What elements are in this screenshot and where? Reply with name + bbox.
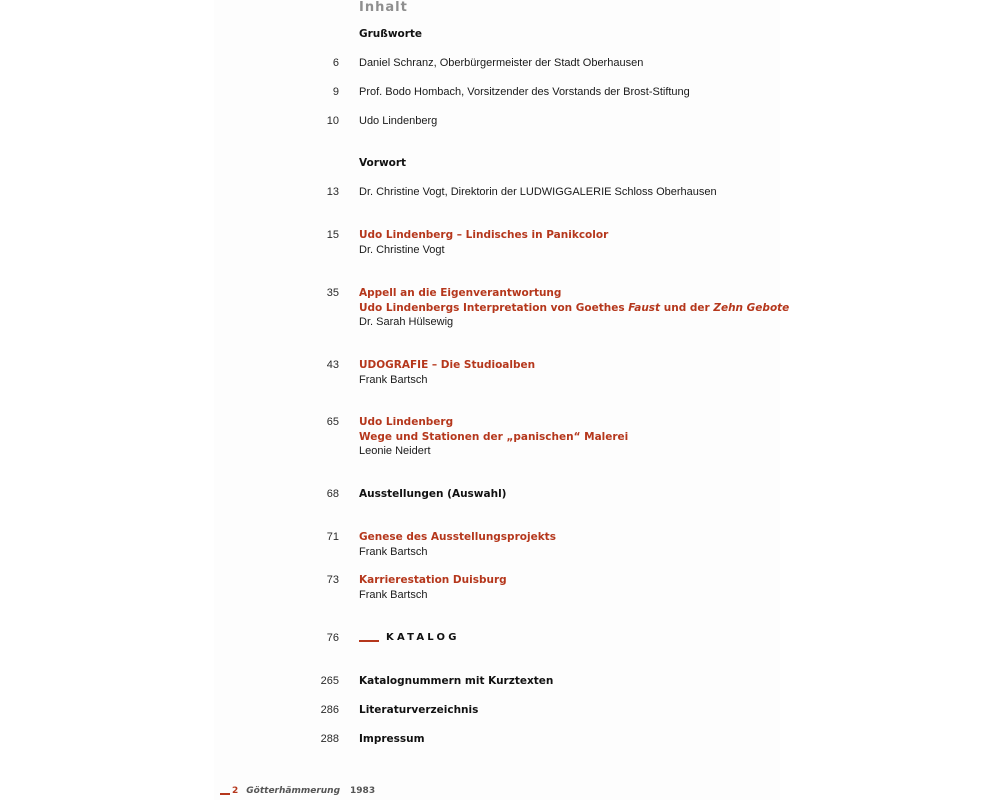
page-number: 15 <box>326 229 339 241</box>
katalog-heading <box>359 631 789 646</box>
page-number: 68 <box>326 488 339 500</box>
page-number: 10 <box>326 115 339 127</box>
entry-author: Dr. Sarah Hülsewig <box>359 316 454 328</box>
entry-author: Frank Bartsch <box>359 588 428 601</box>
footer-title: Götterhämmerung <box>246 786 341 796</box>
section-label: Grußworte <box>359 28 423 40</box>
subtitle-faust: Faust <box>628 301 661 314</box>
accent-rule <box>359 640 379 642</box>
entry-text: Ausstellungen (Auswahl) <box>359 488 507 500</box>
entry-title: Karrierestation Duisburg <box>359 574 507 586</box>
entry-text: Literaturverzeichnis <box>359 704 479 716</box>
page-number: 13 <box>326 186 339 198</box>
page-footer <box>220 784 375 798</box>
entry-title: UDOGRAFIE – Die Studioalben <box>359 359 536 371</box>
katalog-label: KATALOG <box>386 632 460 643</box>
entry-text: Udo Lindenberg <box>359 115 438 127</box>
page-number: 76 <box>326 632 339 644</box>
entry-text: Katalognummern mit Kurztexten <box>359 675 554 687</box>
entry-text: Daniel Schranz, Oberbürgermeister der Stadt Oberhausen <box>359 57 644 69</box>
entry-author: Frank Bartsch <box>359 373 428 386</box>
entry-author: Leonie Neidert <box>359 445 431 457</box>
entry-title: Genese des Ausstellungsprojekts <box>359 531 556 543</box>
page-number: 65 <box>326 416 339 428</box>
subtitle-part: und der <box>660 301 714 314</box>
entry-title: Udo Lindenberg – Lindisches in Panikcolor <box>359 229 609 241</box>
subtitle-gebote: Zehn Gebote <box>713 301 790 314</box>
entry-text: Dr. Christine Vogt, Direktorin der LUDWIGGALERIE Schloss Oberhausen <box>359 186 717 198</box>
subtitle-part: Udo Lindenbergs Interpretation von Goethes <box>359 301 629 314</box>
page-number: 9 <box>332 86 339 98</box>
section-label: Vorwort <box>359 157 407 169</box>
page-number: 265 <box>320 675 339 687</box>
page-number: 73 <box>326 574 339 586</box>
entry-subtitle <box>359 301 789 316</box>
entry-text: Impressum <box>359 733 425 745</box>
page-number: 286 <box>320 704 339 716</box>
page-number: 71 <box>326 531 339 543</box>
entry-subtitle: Wege und Stationen der „panischen“ Malerei <box>359 430 629 443</box>
footer-accent-rule <box>220 793 230 795</box>
entry-title: Udo Lindenberg <box>359 416 454 428</box>
entry-author: Dr. Christine Vogt <box>359 243 445 256</box>
page-number: 43 <box>326 359 339 371</box>
page-heading: Inhalt <box>359 0 408 15</box>
page-number: 35 <box>326 287 339 299</box>
entry-author: Frank Bartsch <box>359 545 428 558</box>
entry-title: Appell an die Eigenverantwortung <box>359 287 562 299</box>
footer-year: 1983 <box>350 786 376 796</box>
footer-page-number: 2 <box>232 786 239 796</box>
page-number: 288 <box>320 733 339 745</box>
page-number: 6 <box>332 57 339 69</box>
entry-text: Prof. Bodo Hombach, Vorsitzender des Vorstands der Brost-Stiftung <box>359 86 690 98</box>
